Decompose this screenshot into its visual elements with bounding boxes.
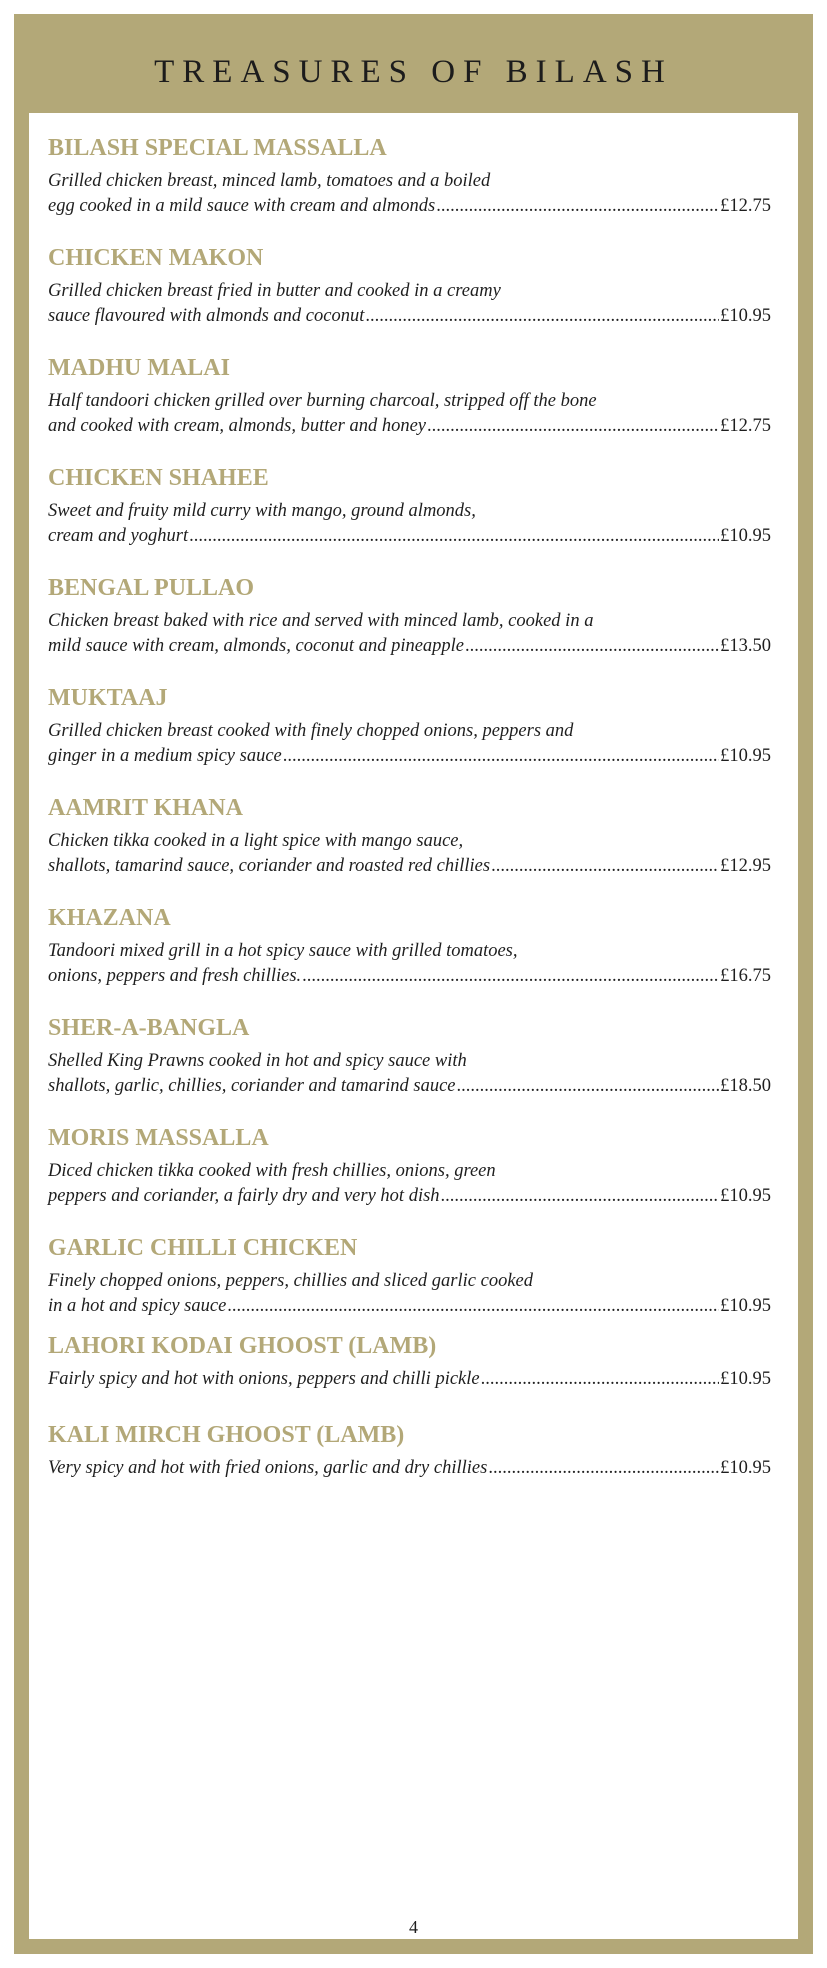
description-price-line — [48, 1074, 771, 1099]
menu-item-description — [48, 1269, 771, 1319]
description-line: cream and yoghurt — [48, 526, 189, 546]
description-price-line — [48, 964, 771, 989]
menu-item-name: KALI MIRCH GHOOST (LAMB) — [48, 1422, 405, 1448]
description-line: shallots, garlic, chillies, coriander and tamarind sauce — [48, 1076, 456, 1096]
description-line: in a hot and spicy sauce — [48, 1296, 227, 1316]
description-line: ginger in a medium spicy sauce — [48, 746, 282, 766]
menu-item — [48, 243, 771, 329]
description-line: Half tandoori chicken grilled over burning charcoal, stripped off the bone — [48, 391, 597, 411]
description-line: Very spicy and hot with fried onions, garlic and dry chillies — [48, 1458, 488, 1478]
description-line: Diced chicken tikka cooked with fresh chillies, onions, green — [48, 1161, 496, 1181]
menu-item — [48, 463, 771, 549]
menu-item-price: £10.95 — [720, 1369, 771, 1389]
description-line: Sweet and fruity mild curry with mango, ground almonds, — [48, 501, 476, 521]
menu-item — [48, 683, 771, 769]
dot-leader — [441, 1184, 720, 1209]
description-line: mild sauce with cream, almonds, coconut and pineapple — [48, 636, 465, 656]
menu-item-name: MADHU MALAI — [48, 355, 230, 381]
menu-item — [48, 1420, 771, 1481]
menu-item-description — [48, 1367, 771, 1392]
menu-item-price: £10.95 — [720, 1296, 771, 1316]
dot-leader — [465, 634, 719, 659]
menu-item-name: SHER-A-BANGLA — [48, 1015, 250, 1041]
page-title: TREASURES OF BILASH — [154, 54, 673, 90]
menu-item-description — [48, 609, 771, 659]
menu-item-name: BENGAL PULLAO — [48, 575, 255, 601]
menu-item — [48, 903, 771, 989]
menu-item-price: £13.50 — [720, 636, 771, 656]
menu-item-description — [48, 719, 771, 769]
dot-leader — [227, 1294, 719, 1319]
menu-item-description — [48, 1159, 771, 1209]
menu-item-name: GARLIC CHILLI CHICKEN — [48, 1235, 358, 1261]
menu-item-name: LAHORI KODAI GHOOST (LAMB) — [48, 1333, 437, 1359]
description-line: Grilled chicken breast fried in butter and cooked in a creamy — [48, 281, 501, 301]
menu-item-description — [48, 499, 771, 549]
menu-item — [48, 133, 771, 219]
menu-item-description — [48, 829, 771, 879]
menu-item — [48, 1123, 771, 1209]
menu-item — [48, 1013, 771, 1099]
menu-item-name: AAMRIT KHANA — [48, 795, 243, 821]
description-line: Chicken tikka cooked in a light spice with mango sauce, — [48, 831, 464, 851]
description-price-line — [48, 1456, 771, 1481]
description-line: shallots, tamarind sauce, coriander and roasted red chillies — [48, 856, 491, 876]
description-line: sauce flavoured with almonds and coconut — [48, 306, 365, 326]
menu-item-name: MUKTAAJ — [48, 685, 168, 711]
menu-item — [48, 353, 771, 439]
menu-panel — [29, 113, 798, 1939]
menu-item-price: £10.95 — [720, 1458, 771, 1478]
dot-leader — [427, 414, 719, 439]
description-line: Grilled chicken breast, minced lamb, tomatoes and a boiled — [48, 171, 491, 191]
menu-item-name: KHAZANA — [48, 905, 171, 931]
menu-item-price: £10.95 — [720, 526, 771, 546]
description-line: Fairly spicy and hot with onions, peppers and chilli pickle — [48, 1369, 480, 1389]
menu-frame — [14, 14, 813, 1954]
dot-leader — [189, 524, 719, 549]
description-price-line — [48, 524, 771, 549]
page-number: 4 — [409, 1917, 418, 1937]
menu-item-price: £12.75 — [720, 416, 771, 436]
description-line: Grilled chicken breast cooked with finely chopped onions, peppers and — [48, 721, 574, 741]
menu-item-price: £10.95 — [720, 306, 771, 326]
menu-item-price: £18.50 — [720, 1076, 771, 1096]
menu-item-price: £12.95 — [720, 856, 771, 876]
description-line: onions, peppers and fresh chillies. — [48, 966, 302, 986]
menu-item-description — [48, 939, 771, 989]
description-price-line — [48, 854, 771, 879]
description-line: egg cooked in a mild sauce with cream and almonds — [48, 196, 436, 216]
dot-leader — [481, 1367, 720, 1392]
menu-item — [48, 1233, 771, 1319]
description-line: Chicken breast baked with rice and served with minced lamb, cooked in a — [48, 611, 594, 631]
dot-leader — [365, 304, 719, 329]
description-price-line — [48, 744, 771, 769]
description-price-line — [48, 304, 771, 329]
menu-item-name: CHICKEN SHAHEE — [48, 465, 269, 491]
menu-item-name: BILASH SPECIAL MASSALLA — [48, 135, 387, 161]
dot-leader — [436, 194, 719, 219]
dot-leader — [457, 1074, 720, 1099]
menu-item-description — [48, 169, 771, 219]
description-price-line — [48, 1367, 771, 1392]
menu-item — [48, 1331, 771, 1392]
menu-item — [48, 573, 771, 659]
menu-item-price: £12.75 — [720, 196, 771, 216]
description-line: and cooked with cream, almonds, butter and honey — [48, 416, 426, 436]
menu-item-price: £16.75 — [720, 966, 771, 986]
description-price-line — [48, 414, 771, 439]
menu-item-description — [48, 279, 771, 329]
menu-item-name: MORIS MASSALLA — [48, 1125, 269, 1151]
description-price-line — [48, 634, 771, 659]
description-price-line — [48, 1294, 771, 1319]
dot-leader — [283, 744, 719, 769]
description-line: peppers and coriander, a fairly dry and very hot dish — [48, 1186, 440, 1206]
description-line: Finely chopped onions, peppers, chillies and sliced garlic cooked — [48, 1271, 533, 1291]
dot-leader — [491, 854, 719, 879]
description-line: Tandoori mixed grill in a hot spicy sauce with grilled tomatoes, — [48, 941, 518, 961]
dot-leader — [488, 1456, 719, 1481]
dot-leader — [302, 964, 719, 989]
menu-item-description — [48, 1049, 771, 1099]
menu-item-name: CHICKEN MAKON — [48, 245, 264, 271]
description-price-line — [48, 194, 771, 219]
menu-item-description — [48, 389, 771, 439]
description-price-line — [48, 1184, 771, 1209]
menu-item-description — [48, 1456, 771, 1481]
menu-item-price: £10.95 — [720, 1186, 771, 1206]
menu-item — [48, 793, 771, 879]
menu-item-price: £10.95 — [720, 746, 771, 766]
description-line: Shelled King Prawns cooked in hot and spicy sauce with — [48, 1051, 467, 1071]
